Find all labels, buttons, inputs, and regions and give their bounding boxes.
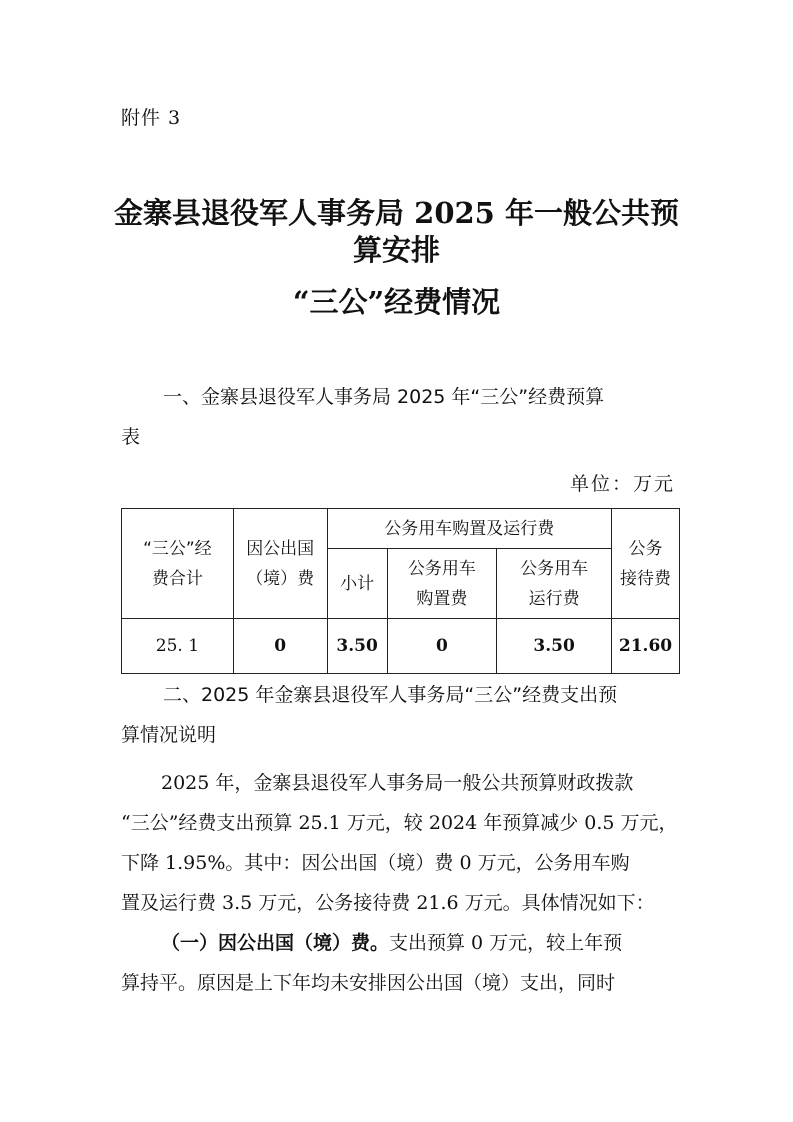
value-subtotal: 3.50 bbox=[327, 619, 387, 674]
header-reception-line2: 接待费 bbox=[619, 568, 671, 589]
header-total-line2: 费合计 bbox=[151, 568, 203, 589]
section2-paragraph2 bbox=[121, 923, 681, 1003]
document-title-line1: 金寨县退役军人事务局 2025 年一般公共预 bbox=[114, 196, 679, 230]
paragraph2-bold-lead: （一）因公出国（境）费。 bbox=[161, 932, 390, 954]
header-operation bbox=[497, 549, 612, 619]
document-title-line3: “三公”经费情况 bbox=[292, 285, 501, 319]
header-purchase-line2: 购置费 bbox=[416, 588, 468, 609]
header-abroad bbox=[233, 509, 327, 619]
header-abroad-line2: （境）费 bbox=[246, 568, 315, 589]
section1-heading-line2: 表 bbox=[121, 426, 141, 448]
paragraph2-line1-rest: 支出预算 0 万元，较上年预 bbox=[389, 932, 623, 954]
header-purchase-line1: 公务用车 bbox=[407, 558, 476, 579]
paragraph1-line3: 下降 1.95%。其中：因公出国（境）费 0 万元，公务用车购 bbox=[121, 852, 630, 874]
paragraph1-line1: 2025 年，金寨县退役军人事务局一般公共预算财政拨款 bbox=[161, 772, 634, 794]
paragraph2-line1 bbox=[121, 923, 681, 963]
section1-heading bbox=[121, 377, 681, 457]
attachment-label: 附件 3 bbox=[121, 107, 182, 129]
table-row bbox=[122, 619, 680, 674]
header-operation-line1: 公务用车 bbox=[520, 558, 589, 579]
paragraph1-line2: “三公”经费支出预算 25.1 万元，较 2024 年预算减少 0.5 万元， bbox=[121, 812, 678, 834]
section1-heading-line1: 一、金寨县退役军人事务局 2025 年“三公”经费预算 bbox=[163, 386, 605, 408]
header-total-line1: “三公”经 bbox=[143, 538, 212, 559]
header-subtotal: 小计 bbox=[327, 549, 387, 619]
paragraph1-line4: 置及运行费 3.5 万元，公务接待费 21.6 万元。具体情况如下： bbox=[121, 892, 655, 914]
value-abroad: 0 bbox=[233, 619, 327, 674]
document-title-line2: 算安排 bbox=[352, 233, 440, 267]
section2-heading-line2: 算情况说明 bbox=[121, 724, 217, 746]
unit-label: 单位：万元 bbox=[569, 473, 675, 495]
header-purchase bbox=[387, 549, 497, 619]
paragraph2-line2: 算持平。原因是上下年均未安排因公出国（境）支出，同时 bbox=[121, 972, 616, 994]
header-vehicle-group: 公务用车购置及运行费 bbox=[327, 509, 611, 549]
section2-paragraph1 bbox=[121, 763, 681, 923]
header-abroad-line1: 因公出国 bbox=[246, 538, 315, 559]
value-purchase: 0 bbox=[387, 619, 497, 674]
value-total: 25. 1 bbox=[122, 619, 234, 674]
table-header-row1 bbox=[122, 509, 680, 549]
header-operation-line2: 运行费 bbox=[528, 588, 580, 609]
section2-heading bbox=[121, 675, 681, 755]
value-reception: 21.60 bbox=[611, 619, 679, 674]
header-total bbox=[122, 509, 234, 619]
section2-heading-line1: 二、2025 年金寨县退役军人事务局“三公”经费支出预 bbox=[163, 684, 618, 706]
header-reception bbox=[611, 509, 679, 619]
budget-table bbox=[121, 508, 680, 674]
header-reception-line1: 公务 bbox=[628, 538, 663, 559]
value-operation: 3.50 bbox=[497, 619, 612, 674]
